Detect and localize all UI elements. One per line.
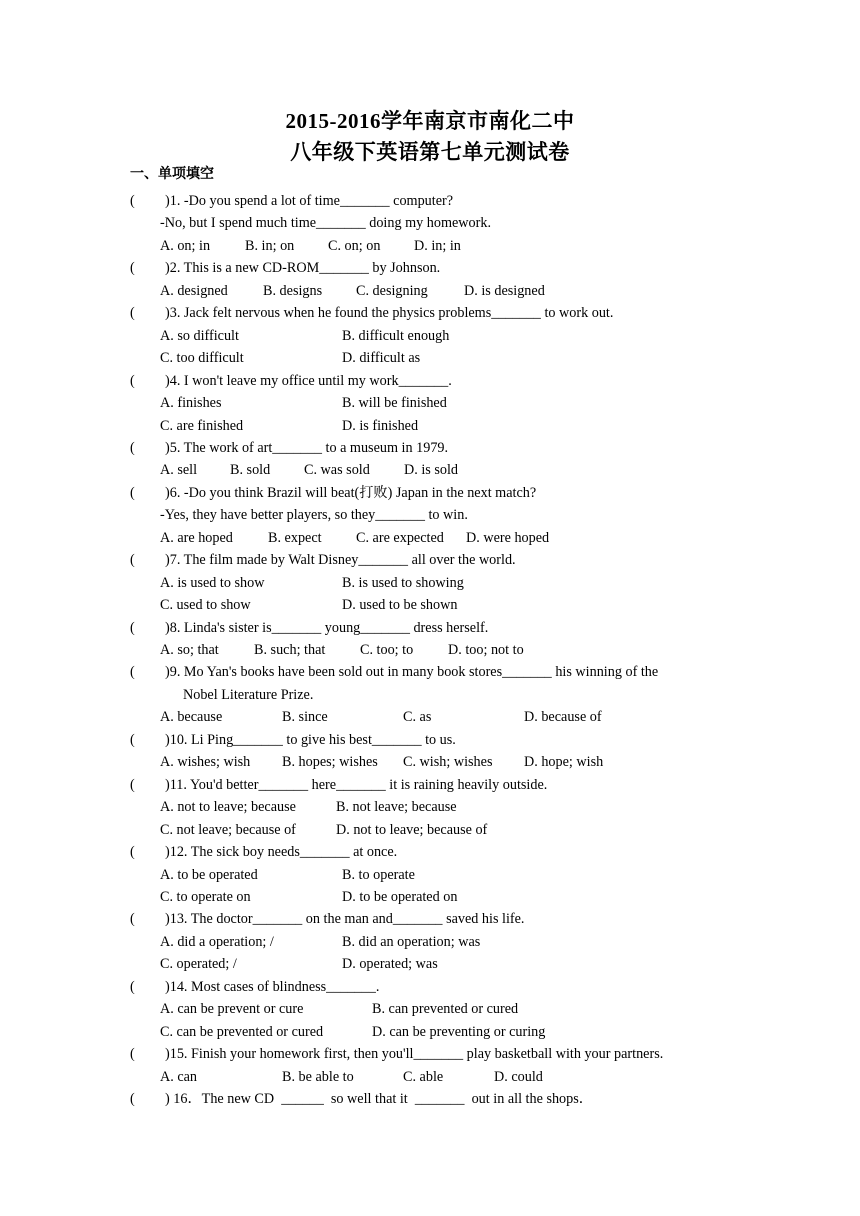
answer-option: D. can be preventing or curing: [372, 1023, 546, 1040]
question-stem: )9. Mo Yan's books have been sold out in many book stores_______ his winning of the: [165, 664, 659, 681]
question-stem: )1. -Do you spend a lot of time_______ computer?: [165, 193, 454, 209]
answer-option: A. wishes; wish: [160, 754, 251, 771]
answer-option: C. designing: [356, 282, 428, 299]
answer-blank[interactable]: (: [130, 552, 135, 569]
answer-option: C. operated; /: [160, 956, 237, 973]
answer-blank[interactable]: (: [130, 1046, 135, 1063]
answer-option: A. did a operation; /: [160, 933, 274, 950]
answer-option: B. not leave; because: [336, 799, 457, 816]
answer-option: B. to operate: [342, 866, 415, 883]
question-line: Nobel Literature Prize.: [183, 686, 314, 703]
question-stem: )15. Finish your homework first, then you'll_______ play basketball with your partners.: [165, 1046, 664, 1063]
question-stem: )8. Linda's sister is_______ young_______ dress herself.: [165, 619, 489, 636]
answer-blank[interactable]: (: [130, 372, 135, 389]
answer-option: B. in; on: [245, 237, 295, 254]
question-stem: )10. Li Ping_______ to give his best_______ to us.: [165, 731, 456, 748]
answer-option: B. sold: [230, 462, 271, 479]
answer-blank[interactable]: (: [130, 193, 135, 209]
answer-option: B. such; that: [254, 642, 326, 658]
question-stem: )11. You'd better_______ here_______ it is raining heavily outside.: [165, 776, 548, 793]
answer-option: D. operated; was: [342, 956, 438, 973]
answer-option: D. hope; wish: [524, 754, 604, 771]
question-stem: )6. -Do you think Brazil will beat(打败) Japan in the next match?: [165, 484, 537, 501]
question-stem: ) 16．The new CD ______ so well that it _______ out in all the shops．: [165, 1091, 593, 1107]
answer-option: B. is used to showing: [342, 574, 464, 591]
answer-option: A. so difficult: [160, 327, 239, 344]
answer-option: A. so; that: [160, 642, 219, 658]
question-line: -Yes, they have better players, so they_______ to win.: [160, 507, 468, 524]
answer-option: A. can: [160, 1068, 198, 1085]
section-heading: 一、单项填空: [130, 166, 214, 182]
answer-option: C. too; to: [360, 642, 414, 658]
answer-option: B. designs: [263, 282, 323, 299]
answer-option: D. because of: [524, 709, 602, 726]
answer-option: B. did an operation; was: [342, 933, 481, 950]
answer-option: D. in; in: [414, 237, 461, 254]
answer-option: C. too difficult: [160, 350, 244, 367]
answer-option: B. be able to: [282, 1068, 354, 1085]
answer-blank[interactable]: (: [130, 911, 135, 928]
answer-option: A. on; in: [160, 237, 211, 254]
answer-option: D. were hoped: [466, 529, 550, 546]
answer-option: A. are hoped: [160, 529, 233, 546]
exam-title-line-1: 2015-2016学年南京市南化二中: [285, 109, 575, 133]
question-stem: )4. I won't leave my office until my work_______.: [165, 372, 452, 389]
answer-blank[interactable]: (: [130, 260, 135, 277]
answer-blank[interactable]: (: [130, 664, 135, 681]
question-stem: )7. The film made by Walt Disney_______ all over the world.: [165, 552, 516, 569]
answer-blank[interactable]: (: [130, 731, 135, 748]
question-stem: )3. Jack felt nervous when he found the physics problems_______ to work out.: [165, 305, 614, 322]
answer-blank[interactable]: (: [130, 978, 135, 995]
answer-option: A. designed: [160, 282, 228, 299]
question-stem: )13. The doctor_______ on the man and_______ saved his life.: [165, 911, 525, 928]
answer-option: D. is sold: [404, 462, 458, 479]
answer-option: A. not to leave; because: [160, 799, 296, 816]
answer-option: D. could: [494, 1068, 543, 1085]
answer-blank[interactable]: (: [130, 305, 135, 322]
question-stem: )14. Most cases of blindness_______.: [165, 978, 380, 995]
question-stem: )2. This is a new CD-ROM_______ by Johnson.: [165, 260, 441, 277]
answer-option: C. are finished: [160, 417, 244, 434]
answer-option: C. on; on: [328, 237, 381, 254]
question-stem: )5. The work of art_______ to a museum in 1979.: [165, 439, 449, 456]
answer-option: C. as: [403, 709, 432, 726]
answer-option: C. able: [403, 1068, 444, 1085]
answer-option: D. is designed: [464, 282, 545, 299]
answer-blank[interactable]: (: [130, 484, 135, 501]
answer-option: D. to be operated on: [342, 888, 458, 905]
exam-title-line-2: 八年级下英语第七单元测试卷: [290, 140, 570, 164]
answer-blank[interactable]: (: [130, 844, 135, 861]
answer-option: D. used to be shown: [342, 597, 458, 614]
answer-option: D. not to leave; because of: [336, 821, 488, 838]
answer-option: B. since: [282, 709, 328, 726]
answer-option: D. is finished: [342, 417, 419, 434]
answer-option: C. wish; wishes: [403, 754, 493, 771]
answer-blank[interactable]: (: [130, 1091, 135, 1107]
answer-option: C. used to show: [160, 597, 251, 614]
question-line: -No, but I spend much time_______ doing my homework.: [160, 215, 492, 232]
answer-option: D. too; not to: [448, 642, 524, 658]
answer-option: A. finishes: [160, 395, 222, 412]
answer-blank[interactable]: (: [130, 619, 135, 636]
question-stem: )12. The sick boy needs_______ at once.: [165, 844, 398, 861]
answer-option: C. are expected: [356, 529, 444, 546]
answer-option: A. to be operated: [160, 866, 258, 883]
answer-option: A. can be prevent or cure: [160, 1001, 304, 1018]
answer-blank[interactable]: (: [130, 439, 135, 456]
answer-option: C. not leave; because of: [160, 821, 296, 838]
answer-option: B. will be finished: [342, 395, 447, 412]
answer-blank[interactable]: (: [130, 776, 135, 793]
answer-option: B. difficult enough: [342, 327, 450, 344]
answer-option: A. is used to show: [160, 574, 265, 591]
answer-option: A. because: [160, 709, 223, 726]
answer-option: D. difficult as: [342, 350, 421, 367]
answer-option: A. sell: [160, 462, 198, 479]
answer-option: B. expect: [268, 529, 322, 546]
answer-option: B. hopes; wishes: [282, 754, 378, 771]
answer-option: C. was sold: [304, 462, 370, 479]
answer-option: C. to operate on: [160, 888, 251, 905]
answer-option: B. can prevented or cured: [372, 1001, 519, 1018]
answer-option: C. can be prevented or cured: [160, 1023, 324, 1040]
